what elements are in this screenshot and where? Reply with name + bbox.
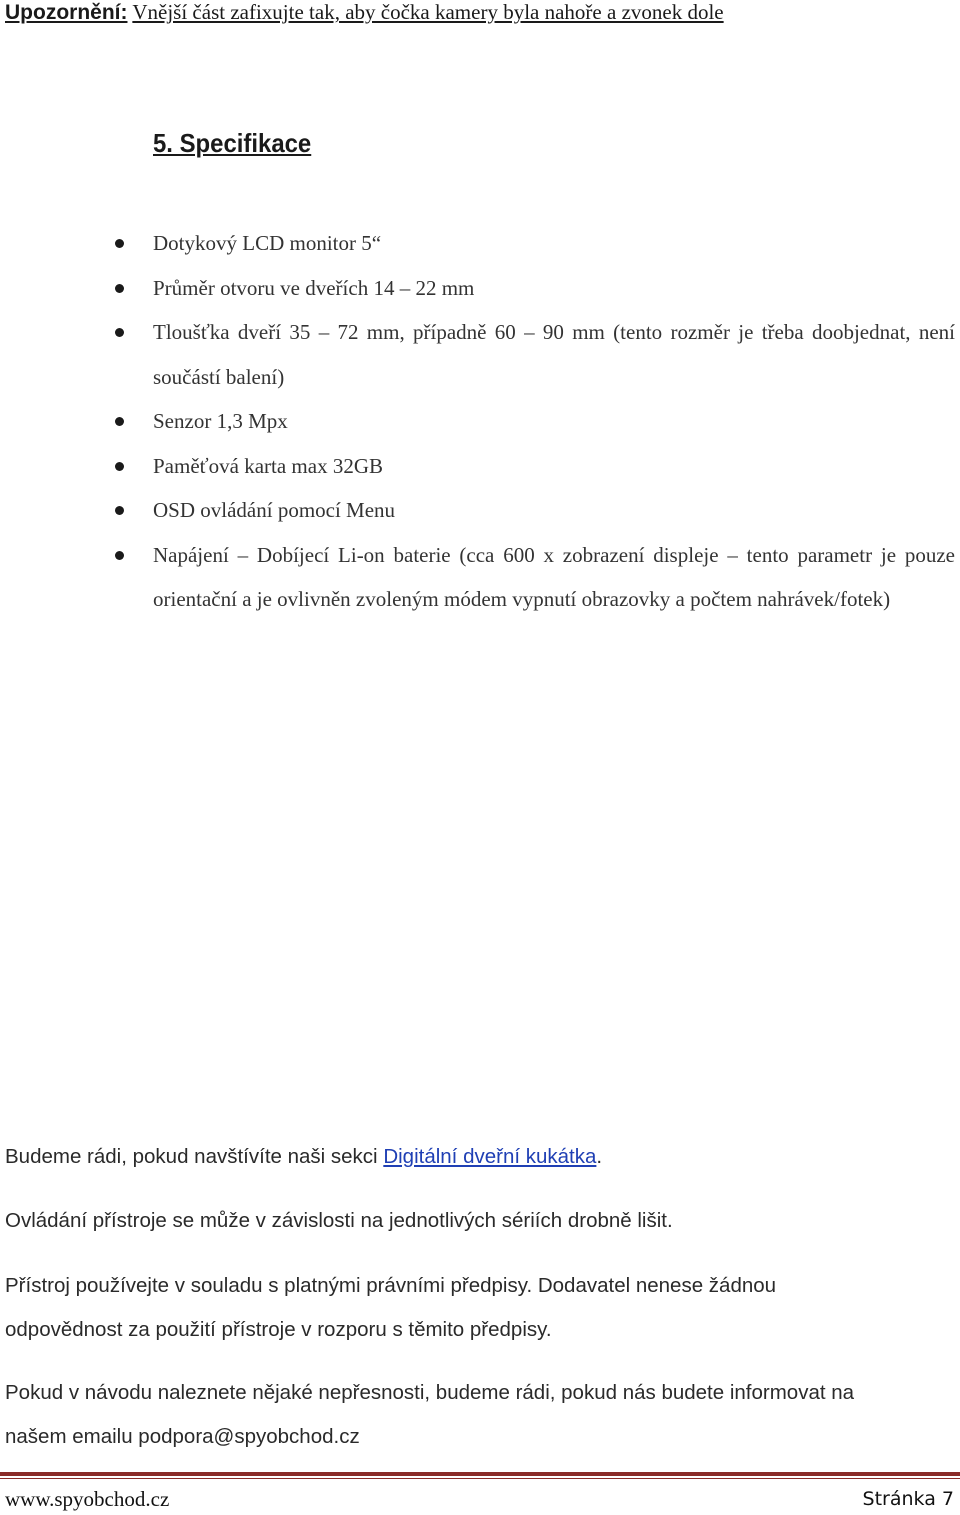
spec-item xyxy=(112,444,955,489)
visit-text: Budeme rádi, pokud navštívíte naši sekci xyxy=(5,1145,384,1168)
warning-label: Upozornění: xyxy=(5,1,128,24)
section-title: 5. Specifikace xyxy=(153,128,312,158)
footer-website: www.spyobchod.cz xyxy=(5,1487,170,1511)
spec-item xyxy=(112,310,955,399)
legal-line-1: Přístroj používejte v souladu s platnými právními předpisy. Dodavatel nenese žádnou xyxy=(5,1274,777,1297)
spec-item xyxy=(112,533,955,622)
footer-page-number: Stránka 7 xyxy=(862,1488,954,1510)
contact-paragraph xyxy=(5,1371,955,1459)
warning-text: Vnější část zafixujte tak, aby čočka kamery byla nahoře a zvonek dole xyxy=(132,0,724,24)
spec-item-text: Tloušťka dveří 35 – 72 mm, případně 60 – 90 mm (tento rozměr je třeba doobjednat, není součástí balení) xyxy=(153,320,955,389)
spec-item-text: OSD ovládání pomocí Menu xyxy=(153,498,396,522)
category-link[interactable]: Digitální dveřní kukátka xyxy=(383,1145,597,1168)
footer-divider xyxy=(0,1472,960,1476)
spec-item xyxy=(112,399,955,444)
spec-item xyxy=(112,488,955,533)
legal-paragraph xyxy=(5,1264,955,1352)
controls-note: Ovládání přístroje se může v závislosti na jednotlivých sériích drobně lišit. xyxy=(5,1209,673,1232)
spec-list xyxy=(112,221,955,622)
spec-item xyxy=(112,221,955,266)
bullet-icon xyxy=(115,551,124,560)
spec-item-text: Senzor 1,3 Mpx xyxy=(153,409,288,433)
spec-item-text: Napájení – Dobíjecí Li-on baterie (cca 600 x zobrazení displeje – tento parametr je pouze orientační a je ovlivněn zvoleným módem vypnutí obrazovky a počtem nahrávek/fotek) xyxy=(153,542,955,611)
bullet-icon xyxy=(115,284,124,293)
bullet-icon xyxy=(115,239,124,248)
spec-item-text: Průměr otvoru ve dveřích 14 – 22 mm xyxy=(153,275,475,300)
legal-line-2: odpovědnost za použití přístroje v rozporu s těmito předpisy. xyxy=(5,1318,552,1341)
warning-note xyxy=(5,0,724,25)
spec-item-text: Dotykový LCD monitor 5“ xyxy=(153,231,382,255)
contact-line-1: Pokud v návodu naleznete nějaké nepřesnosti, budeme rádi, pokud nás budete informovat na xyxy=(5,1381,855,1404)
spec-item xyxy=(112,266,955,311)
footer-divider-thin xyxy=(0,1478,960,1479)
visit-paragraph xyxy=(5,1135,955,1179)
visit-period: . xyxy=(596,1145,603,1168)
spec-item-text: Paměťová karta max 32GB xyxy=(153,453,383,478)
bullet-icon xyxy=(115,462,124,471)
contact-line-2: našem emailu podpora@spyobchod.cz xyxy=(5,1425,360,1448)
bullet-icon xyxy=(115,417,124,426)
bullet-icon xyxy=(115,506,124,515)
bullet-icon xyxy=(115,328,124,337)
